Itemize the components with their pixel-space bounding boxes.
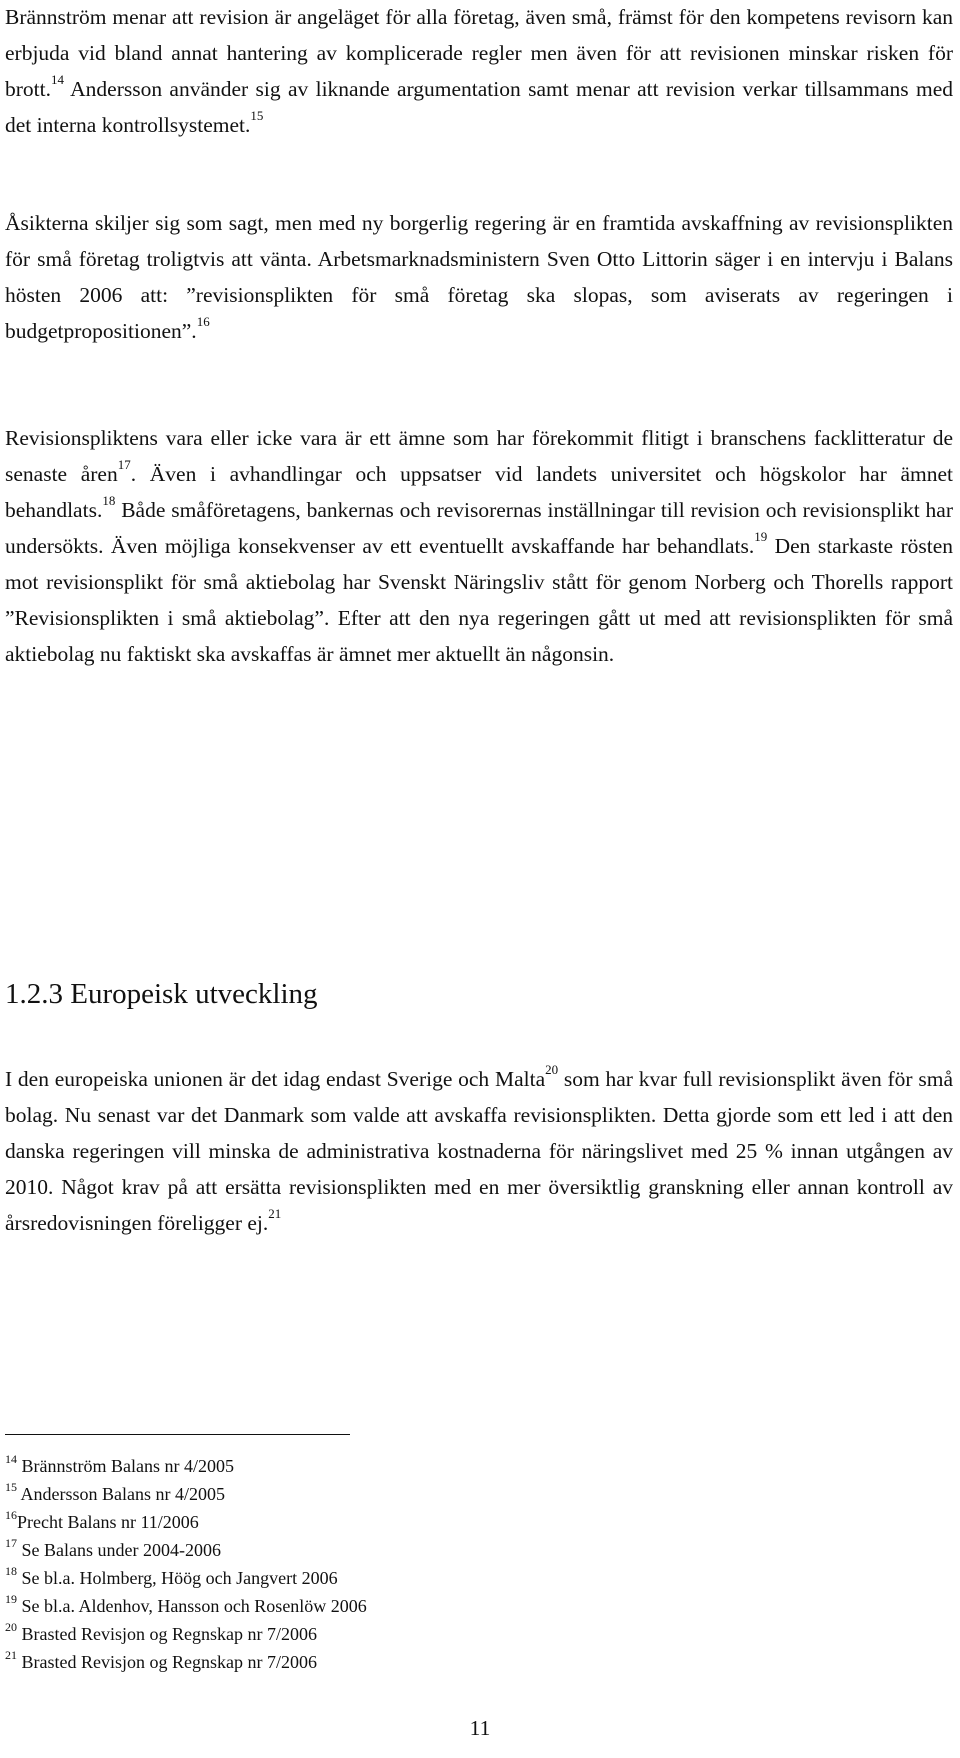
paragraph-text: . Även i avhandlingar och uppsatser vid landets universitet och högskolor har ämnet behandlats. — [5, 462, 953, 522]
paragraph-text: Den starkaste rösten mot revisionsplikt för små aktiebolag har Svenskt Näringsliv stått för genom Norberg och Thorells rapport ”Revisionsplikten i små aktiebolag”. Efter att den nya regeringen gått ut med att revisionsplikten för små aktiebolag nu faktiskt ska avskaffas är ämnet mer aktuellt än någonsin. — [5, 534, 953, 666]
footnote-item — [5, 1503, 367, 1531]
footnote-number: 14 — [5, 1452, 17, 1466]
footnote-item — [5, 1587, 367, 1615]
footnote-ref[interactable]: 16 — [196, 313, 210, 329]
paragraph-text: I den europeiska unionen är det idag endast Sverige och Malta — [5, 1067, 546, 1091]
footnote-ref[interactable]: 18 — [102, 492, 116, 508]
footnote-text: Brännström Balans nr 4/2005 — [17, 1456, 234, 1476]
paragraph-political-views — [5, 205, 953, 349]
paragraph-revision-arguments — [5, 0, 953, 143]
footnote-text: Se bl.a. Holmberg, Höög och Jangvert 2006 — [17, 1568, 338, 1588]
paragraph-text: Revisionspliktens vara eller icke vara är ett ämne som har förekommit flitigt i branschens facklitteratur de senaste åren — [5, 426, 953, 486]
footnote-ref[interactable]: 17 — [117, 456, 131, 472]
footnote-item — [5, 1643, 367, 1671]
footnote-ref[interactable]: 21 — [268, 1205, 282, 1221]
paragraph-text: Åsikterna skiljer sig som sagt, men med ny borgerlig regering är en framtida avskaffning av revisionsplikten för små företag troligtvis att vänta. Arbetsmarknadsministern Sven Otto Littorin säger i en intervju i Balans hösten 2006 att: ”revisionsplikten för små företag ska slopas, som aviserats av regeringen i budgetpropositionen”. — [5, 211, 953, 343]
footnote-number: 16 — [5, 1508, 17, 1522]
footnote-item — [5, 1615, 367, 1643]
footnote-separator — [5, 1434, 350, 1435]
footnote-ref[interactable]: 15 — [250, 107, 264, 123]
footnote-number: 19 — [5, 1592, 17, 1606]
paragraph-text: Både småföretagens, bankernas och revisorernas inställningar till revision och revisionsplikt har undersökts. Även möjliga konsekvenser av ett eventuellt avskaffande har behandlats. — [5, 498, 953, 558]
footnote-list — [5, 1447, 367, 1671]
footnote-item — [5, 1559, 367, 1587]
section-heading: 1.2.3 Europeisk utveckling — [5, 978, 318, 1010]
footnote-item — [5, 1447, 367, 1475]
footnote-text: Brasted Revisjon og Regnskap nr 7/2006 — [17, 1652, 317, 1672]
paragraph-research-overview — [5, 420, 953, 672]
footnote-number: 18 — [5, 1564, 17, 1578]
paragraph-text: som har kvar full revisionsplikt även för små bolag. Nu senast var det Danmark som valde att avskaffa revisionsplikten. Detta gjorde som ett led i att den danska regeringen vill minska de administrativa kostnaderna för näringslivet med 25 % innan utgången av 2010. Något krav på att ersätta revisionsplikten med en mer översiktlig granskning eller annan kontroll av årsredovisningen föreligger ej. — [5, 1067, 953, 1235]
footnote-text: Precht Balans nr 11/2006 — [17, 1512, 199, 1532]
paragraph-text: Brännström menar att revision är angeläget för alla företag, även små, främst för den kompetens revisorn kan erbjuda vid bland annat hantering av komplicerade regler men även för att revisionen minskar risken för brott. — [5, 5, 953, 101]
paragraph-european-development — [5, 1061, 953, 1241]
footnote-text: Se bl.a. Aldenhov, Hansson och Rosenlöw 2006 — [17, 1596, 367, 1616]
footnote-ref[interactable]: 20 — [545, 1061, 559, 1077]
footnote-ref[interactable]: 14 — [50, 71, 64, 87]
footnote-number: 15 — [5, 1480, 17, 1494]
footnote-item — [5, 1475, 367, 1503]
footnote-text: Brasted Revisjon og Regnskap nr 7/2006 — [17, 1624, 317, 1644]
footnote-text: Andersson Balans nr 4/2005 — [17, 1484, 225, 1504]
footnote-number: 20 — [5, 1620, 17, 1634]
footnote-text: Se Balans under 2004-2006 — [17, 1540, 221, 1560]
footnote-ref[interactable]: 19 — [754, 528, 768, 544]
footnote-number: 21 — [5, 1648, 17, 1662]
footnote-item — [5, 1531, 367, 1559]
paragraph-text: Andersson använder sig av liknande argumentation samt menar att revision verkar tillsammans med det interna kontrollsystemet. — [5, 77, 953, 137]
footnote-number: 17 — [5, 1536, 17, 1550]
page-number: 11 — [469, 1716, 491, 1740]
